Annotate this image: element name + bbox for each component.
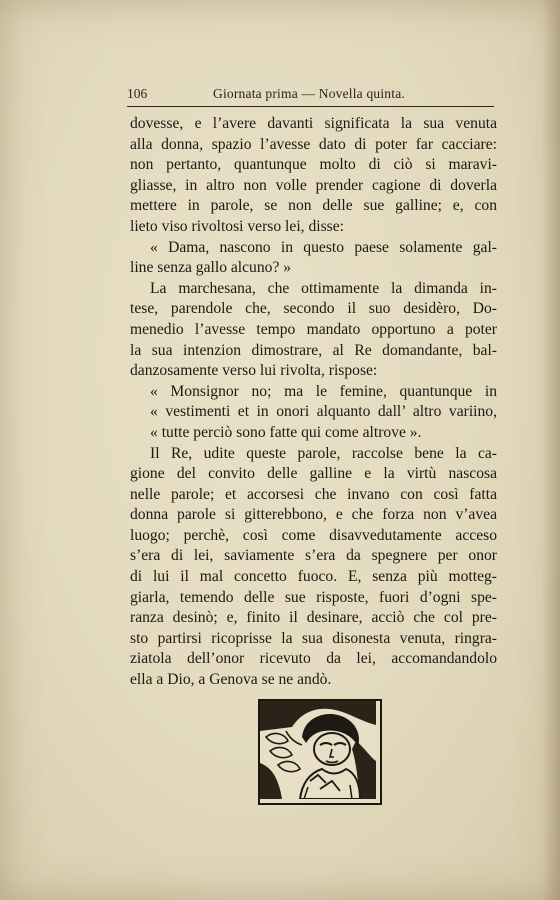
text-line: nelle parole; et accorsesi che invano con così fatta xyxy=(130,485,497,503)
text-line: danzosamente verso lui rivolta, rispose: xyxy=(130,362,378,380)
text-line: « Dama, nascono in questo paese solamente gal- xyxy=(150,238,497,256)
text-line: Il Re, udite queste parole, raccolse bene la ca- xyxy=(150,444,497,462)
text-line: « Monsignor no; ma le femine, quantunque in xyxy=(150,382,497,400)
body-text xyxy=(130,114,497,691)
text-line: s’era di lei, saviamente s’era da spegnere per onor xyxy=(130,547,497,565)
running-title: Giornata prima — Novella quinta. xyxy=(213,86,405,101)
text-line: gliasse, in altro non volle prender cagione di doverla xyxy=(130,176,497,194)
text-line: non pertanto, quantunque molto di ciò si maravi- xyxy=(130,156,497,174)
text-line: line senza gallo alcuno? » xyxy=(130,259,292,277)
text-line: giarla, temendo delle sue risposte, fuori d’ogni spe- xyxy=(130,588,497,606)
text-line: alla donna, spazio l’avesse dato di poter far cacciare: xyxy=(130,135,497,153)
text-line: lieto viso rivoltosi verso lei, disse: xyxy=(130,217,344,235)
running-header xyxy=(127,86,494,106)
woodcut-portrait-vignette-icon xyxy=(258,699,382,805)
text-line: ziatola dell’onor ricevuto da lei, accomandandolo xyxy=(130,650,497,668)
text-line: « tutte perciò sono fatte qui come altrove ». xyxy=(150,423,422,441)
text-line: di lui il mal concetto fuoco. E, senza più motteg- xyxy=(130,568,497,586)
page-number: 106 xyxy=(127,86,148,101)
text-line: la sua intenzion dimostrare, al Re domandante, bal- xyxy=(130,341,497,359)
text-line: ella a Dio, a Genova se ne andò. xyxy=(130,671,332,689)
text-line: tese, parendole che, secondo il suo desidèro, Do- xyxy=(130,300,497,318)
text-line: mettere in parole, se non delle sue galline; e, con xyxy=(130,197,497,215)
text-line: donna parole si gitterebbono, e che forza non v’avea xyxy=(130,506,497,524)
text-line: menedio l’avesse tempo mandato opportuno a poter xyxy=(130,320,497,338)
text-line: gione del convito delle galline e la virtù nascosa xyxy=(130,465,497,483)
text-line: La marchesana, che ottimamente la dimanda in- xyxy=(150,279,497,297)
header-rule xyxy=(127,106,494,107)
text-line: « vestimenti et in onori alquanto dall’ altro variino, xyxy=(150,403,497,421)
text-line: luogo; perchè, così come disavvedutamente acceso xyxy=(130,526,497,544)
page-edge-shadow xyxy=(542,0,560,900)
text-line: ranza desinò; e, finito il desinare, acciò che col pre- xyxy=(130,609,497,627)
text-line: dovesse, e l’avere davanti significata la sua venuta xyxy=(130,115,497,132)
text-line: sto partirsi ricoprisse la sua disonesta venuta, ringra- xyxy=(130,629,497,647)
